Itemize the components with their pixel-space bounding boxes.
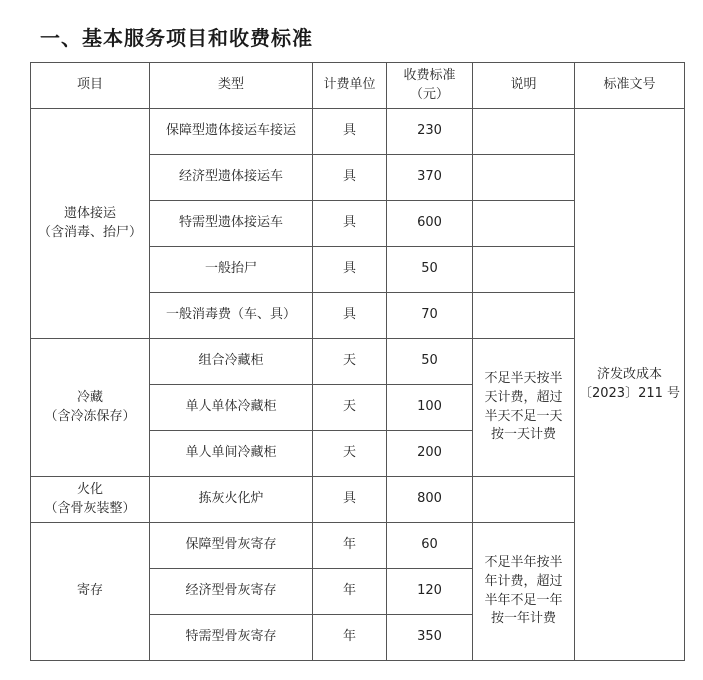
unit-cell: 年 <box>313 523 387 569</box>
note-cell <box>473 201 575 247</box>
group-cold <box>31 339 150 477</box>
group-transport <box>31 109 150 339</box>
type-cell: 特需型遗体接运车 <box>150 201 313 247</box>
unit-cell: 天 <box>313 431 387 477</box>
note-cell <box>473 109 575 155</box>
group-name-line2: （含冷冻保存） <box>44 408 136 424</box>
unit-cell: 具 <box>313 293 387 339</box>
note-line: 半年不足一年 <box>484 592 563 608</box>
group-cremation <box>31 477 150 523</box>
header-row <box>31 63 685 109</box>
note-storage <box>473 523 575 661</box>
header-doc: 标准文号 <box>575 63 685 109</box>
price-cell: 50 <box>387 339 473 385</box>
group-name-line1: 冷藏 <box>76 389 103 405</box>
doc-number-line1: 济发改成本 <box>596 366 662 382</box>
note-line: 按一年计费 <box>490 611 556 627</box>
group-name-line1: 火化 <box>76 481 103 497</box>
note-line: 年计费，超过 <box>484 573 563 589</box>
price-cell: 350 <box>387 615 473 661</box>
price-cell: 200 <box>387 431 473 477</box>
type-cell: 单人单间冷藏柜 <box>150 431 313 477</box>
note-line: 不足半天按半 <box>484 370 563 386</box>
note-line: 半天不足一天 <box>484 408 563 424</box>
note-cell <box>473 293 575 339</box>
fee-table <box>30 62 685 661</box>
price-cell: 70 <box>387 293 473 339</box>
group-name-line2: （含消毒、抬尸） <box>37 224 142 240</box>
price-cell: 120 <box>387 569 473 615</box>
note-cold <box>473 339 575 477</box>
price-cell: 370 <box>387 155 473 201</box>
type-cell: 一般消毒费（车、具） <box>150 293 313 339</box>
note-line: 不足半年按半 <box>484 554 563 570</box>
note-line: 天计费，超过 <box>484 389 563 405</box>
type-cell: 经济型骨灰寄存 <box>150 569 313 615</box>
header-price <box>387 63 473 109</box>
price-cell: 600 <box>387 201 473 247</box>
unit-cell: 具 <box>313 155 387 201</box>
table-row <box>31 109 685 155</box>
price-cell: 50 <box>387 247 473 293</box>
unit-cell: 天 <box>313 385 387 431</box>
header-price-line1: 收费标准 <box>403 67 456 83</box>
price-cell: 100 <box>387 385 473 431</box>
page-title: 一、基本服务项目和收费标准 <box>40 26 313 50</box>
unit-cell: 天 <box>313 339 387 385</box>
type-cell: 组合冷藏柜 <box>150 339 313 385</box>
header-item: 项目 <box>31 63 150 109</box>
unit-cell: 具 <box>313 477 387 523</box>
note-cell <box>473 477 575 523</box>
type-cell: 特需型骨灰寄存 <box>150 615 313 661</box>
type-cell: 经济型遗体接运车 <box>150 155 313 201</box>
header-type: 类型 <box>150 63 313 109</box>
note-cell <box>473 155 575 201</box>
header-note: 说明 <box>473 63 575 109</box>
unit-cell: 具 <box>313 201 387 247</box>
price-cell: 230 <box>387 109 473 155</box>
unit-cell: 具 <box>313 247 387 293</box>
unit-cell: 年 <box>313 615 387 661</box>
note-line: 按一天计费 <box>490 427 556 443</box>
type-cell: 单人单体冷藏柜 <box>150 385 313 431</box>
note-cell <box>473 247 575 293</box>
type-cell: 一般抬尸 <box>150 247 313 293</box>
group-name-line1: 遗体接运 <box>63 205 116 221</box>
header-unit: 计费单位 <box>313 63 387 109</box>
unit-cell: 具 <box>313 109 387 155</box>
doc-number-line2: 〔2023〕211 号 <box>578 385 681 401</box>
header-price-line2: （元） <box>409 86 449 102</box>
group-name-line2: （含骨灰装整） <box>44 500 136 516</box>
type-cell: 保障型遗体接运车接运 <box>150 109 313 155</box>
group-storage: 寄存 <box>31 523 150 661</box>
price-cell: 800 <box>387 477 473 523</box>
type-cell: 拣灰火化炉 <box>150 477 313 523</box>
price-cell: 60 <box>387 523 473 569</box>
type-cell: 保障型骨灰寄存 <box>150 523 313 569</box>
doc-number-cell <box>575 109 685 661</box>
unit-cell: 年 <box>313 569 387 615</box>
